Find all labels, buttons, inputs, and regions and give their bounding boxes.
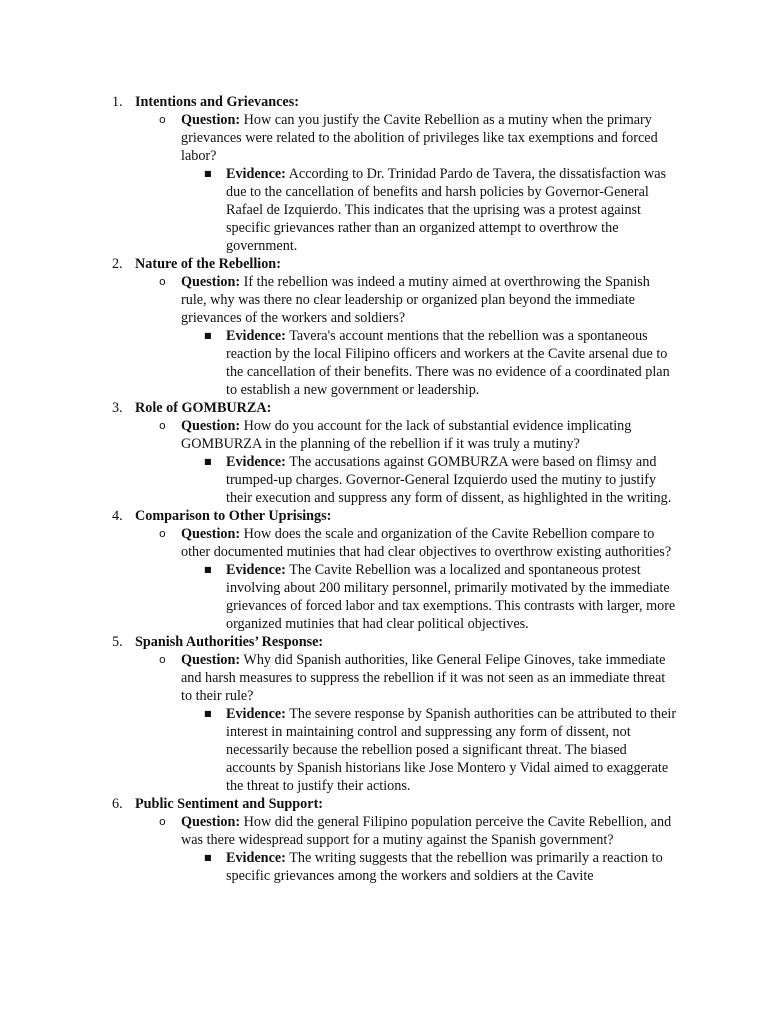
evidence-text: The Cavite Rebellion was a localized and spontaneous protest involving about 200 military personnel, primarily motivated by the immediate grievances of forced labor and tax exemptions. This contrasts with larger, more organized mutinies that had clear political objectives. bbox=[226, 562, 676, 632]
circle-bullet-icon: o bbox=[159, 419, 166, 432]
question-text: How does the scale and organization of the Cavite Rebellion compare to other documented mutinies that had clear objectives to overthrow existing authorities? bbox=[181, 526, 672, 560]
question-list bbox=[0, 93, 768, 885]
item-number: 3. bbox=[112, 400, 123, 416]
list-item bbox=[0, 399, 768, 507]
evidence-text: The severe response by Spanish authorities can be attributed to their interest in maintaining control and suppressing any form of dissent, not necessarily because the rebellion posed a significant threat. The biased accounts by Spanish historians like Jose Montero y Vidal aimed to exaggerate the threat to justify their actions. bbox=[226, 706, 677, 794]
item-number: 6. bbox=[112, 796, 123, 812]
question-entry bbox=[159, 273, 673, 327]
item-title: Nature of the Rebellion: bbox=[135, 256, 281, 272]
square-bullet-icon: ■ bbox=[204, 853, 212, 862]
evidence-label: Evidence: bbox=[226, 454, 286, 470]
item-title: Public Sentiment and Support: bbox=[135, 796, 324, 812]
question-text: How do you account for the lack of substantial evidence implicating GOMBURZA in the planning of the rebellion if it was truly a mutiny? bbox=[181, 418, 632, 452]
square-bullet-icon: ■ bbox=[204, 709, 212, 718]
evidence-label: Evidence: bbox=[226, 706, 286, 722]
question-text: Why did Spanish authorities, like General Felipe Ginoves, take immediate and harsh measures to suppress the rebellion if it was not seen as an immediate threat to their rule? bbox=[181, 652, 666, 704]
question-entry bbox=[159, 111, 673, 165]
list-item bbox=[0, 93, 768, 255]
square-bullet-icon: ■ bbox=[204, 457, 212, 466]
question-entry bbox=[159, 525, 673, 561]
evidence-label: Evidence: bbox=[226, 850, 286, 866]
evidence-entry bbox=[204, 165, 678, 255]
list-item bbox=[0, 255, 768, 399]
square-bullet-icon: ■ bbox=[204, 331, 212, 340]
evidence-label: Evidence: bbox=[226, 328, 286, 344]
evidence-entry bbox=[204, 705, 678, 795]
item-title: Intentions and Grievances: bbox=[135, 94, 299, 110]
question-label: Question: bbox=[181, 418, 241, 434]
question-text: How did the general Filipino population perceive the Cavite Rebellion, and was there widespread support for a mutiny against the Spanish government? bbox=[181, 814, 672, 848]
evidence-label: Evidence: bbox=[226, 562, 286, 578]
circle-bullet-icon: o bbox=[159, 527, 166, 540]
circle-bullet-icon: o bbox=[159, 815, 166, 828]
item-number: 2. bbox=[112, 256, 123, 272]
circle-bullet-icon: o bbox=[159, 275, 166, 288]
item-title: Spanish Authorities’ Response: bbox=[135, 634, 324, 650]
list-item bbox=[0, 795, 768, 885]
evidence-text: According to Dr. Trinidad Pardo de Tavera, the dissatisfaction was due to the cancellation of benefits and harsh policies by Governor-General Rafael de Izquierdo. This indicates that the uprising was a protest against specific grievances rather than an organized attempt to overthrow the government. bbox=[226, 166, 667, 254]
list-item bbox=[0, 507, 768, 633]
evidence-entry bbox=[204, 561, 678, 633]
question-label: Question: bbox=[181, 814, 241, 830]
item-number: 1. bbox=[112, 94, 123, 110]
item-number: 4. bbox=[112, 508, 123, 524]
evidence-text: The writing suggests that the rebellion was primarily a reaction to specific grievances among the workers and soldiers at the Cavite bbox=[226, 850, 663, 884]
square-bullet-icon: ■ bbox=[204, 565, 212, 574]
circle-bullet-icon: o bbox=[159, 653, 166, 666]
question-text: How can you justify the Cavite Rebellion as a mutiny when the primary grievances were related to the abolition of privileges like tax exemptions and forced labor? bbox=[181, 112, 658, 164]
question-label: Question: bbox=[181, 652, 241, 668]
list-item bbox=[0, 633, 768, 795]
evidence-entry bbox=[204, 327, 678, 399]
evidence-text: The accusations against GOMBURZA were based on flimsy and trumped-up charges. Governor-General Izquierdo used the mutiny to justify their execution and suppress any form of dissent, as highlighted in the writing. bbox=[226, 454, 672, 506]
question-entry bbox=[159, 813, 673, 849]
question-text: If the rebellion was indeed a mutiny aimed at overthrowing the Spanish rule, why was there no clear leadership or organized plan beyond the immediate grievances of the workers and soldiers? bbox=[181, 274, 650, 326]
circle-bullet-icon: o bbox=[159, 113, 166, 126]
item-title: Role of GOMBURZA: bbox=[135, 400, 272, 416]
question-entry bbox=[159, 651, 673, 705]
item-number: 5. bbox=[112, 634, 123, 650]
square-bullet-icon: ■ bbox=[204, 169, 212, 178]
question-label: Question: bbox=[181, 274, 241, 290]
evidence-entry bbox=[204, 453, 678, 507]
item-title: Comparison to Other Uprisings: bbox=[135, 508, 332, 524]
evidence-text: Tavera's account mentions that the rebellion was a spontaneous reaction by the local Filipino officers and workers at the Cavite arsenal due to the cancellation of their benefits. There was no evidence of a coordinated plan to establish a new government or leadership. bbox=[226, 328, 670, 398]
evidence-entry bbox=[204, 849, 678, 885]
question-label: Question: bbox=[181, 526, 241, 542]
question-label: Question: bbox=[181, 112, 241, 128]
evidence-label: Evidence: bbox=[226, 166, 286, 182]
question-entry bbox=[159, 417, 673, 453]
